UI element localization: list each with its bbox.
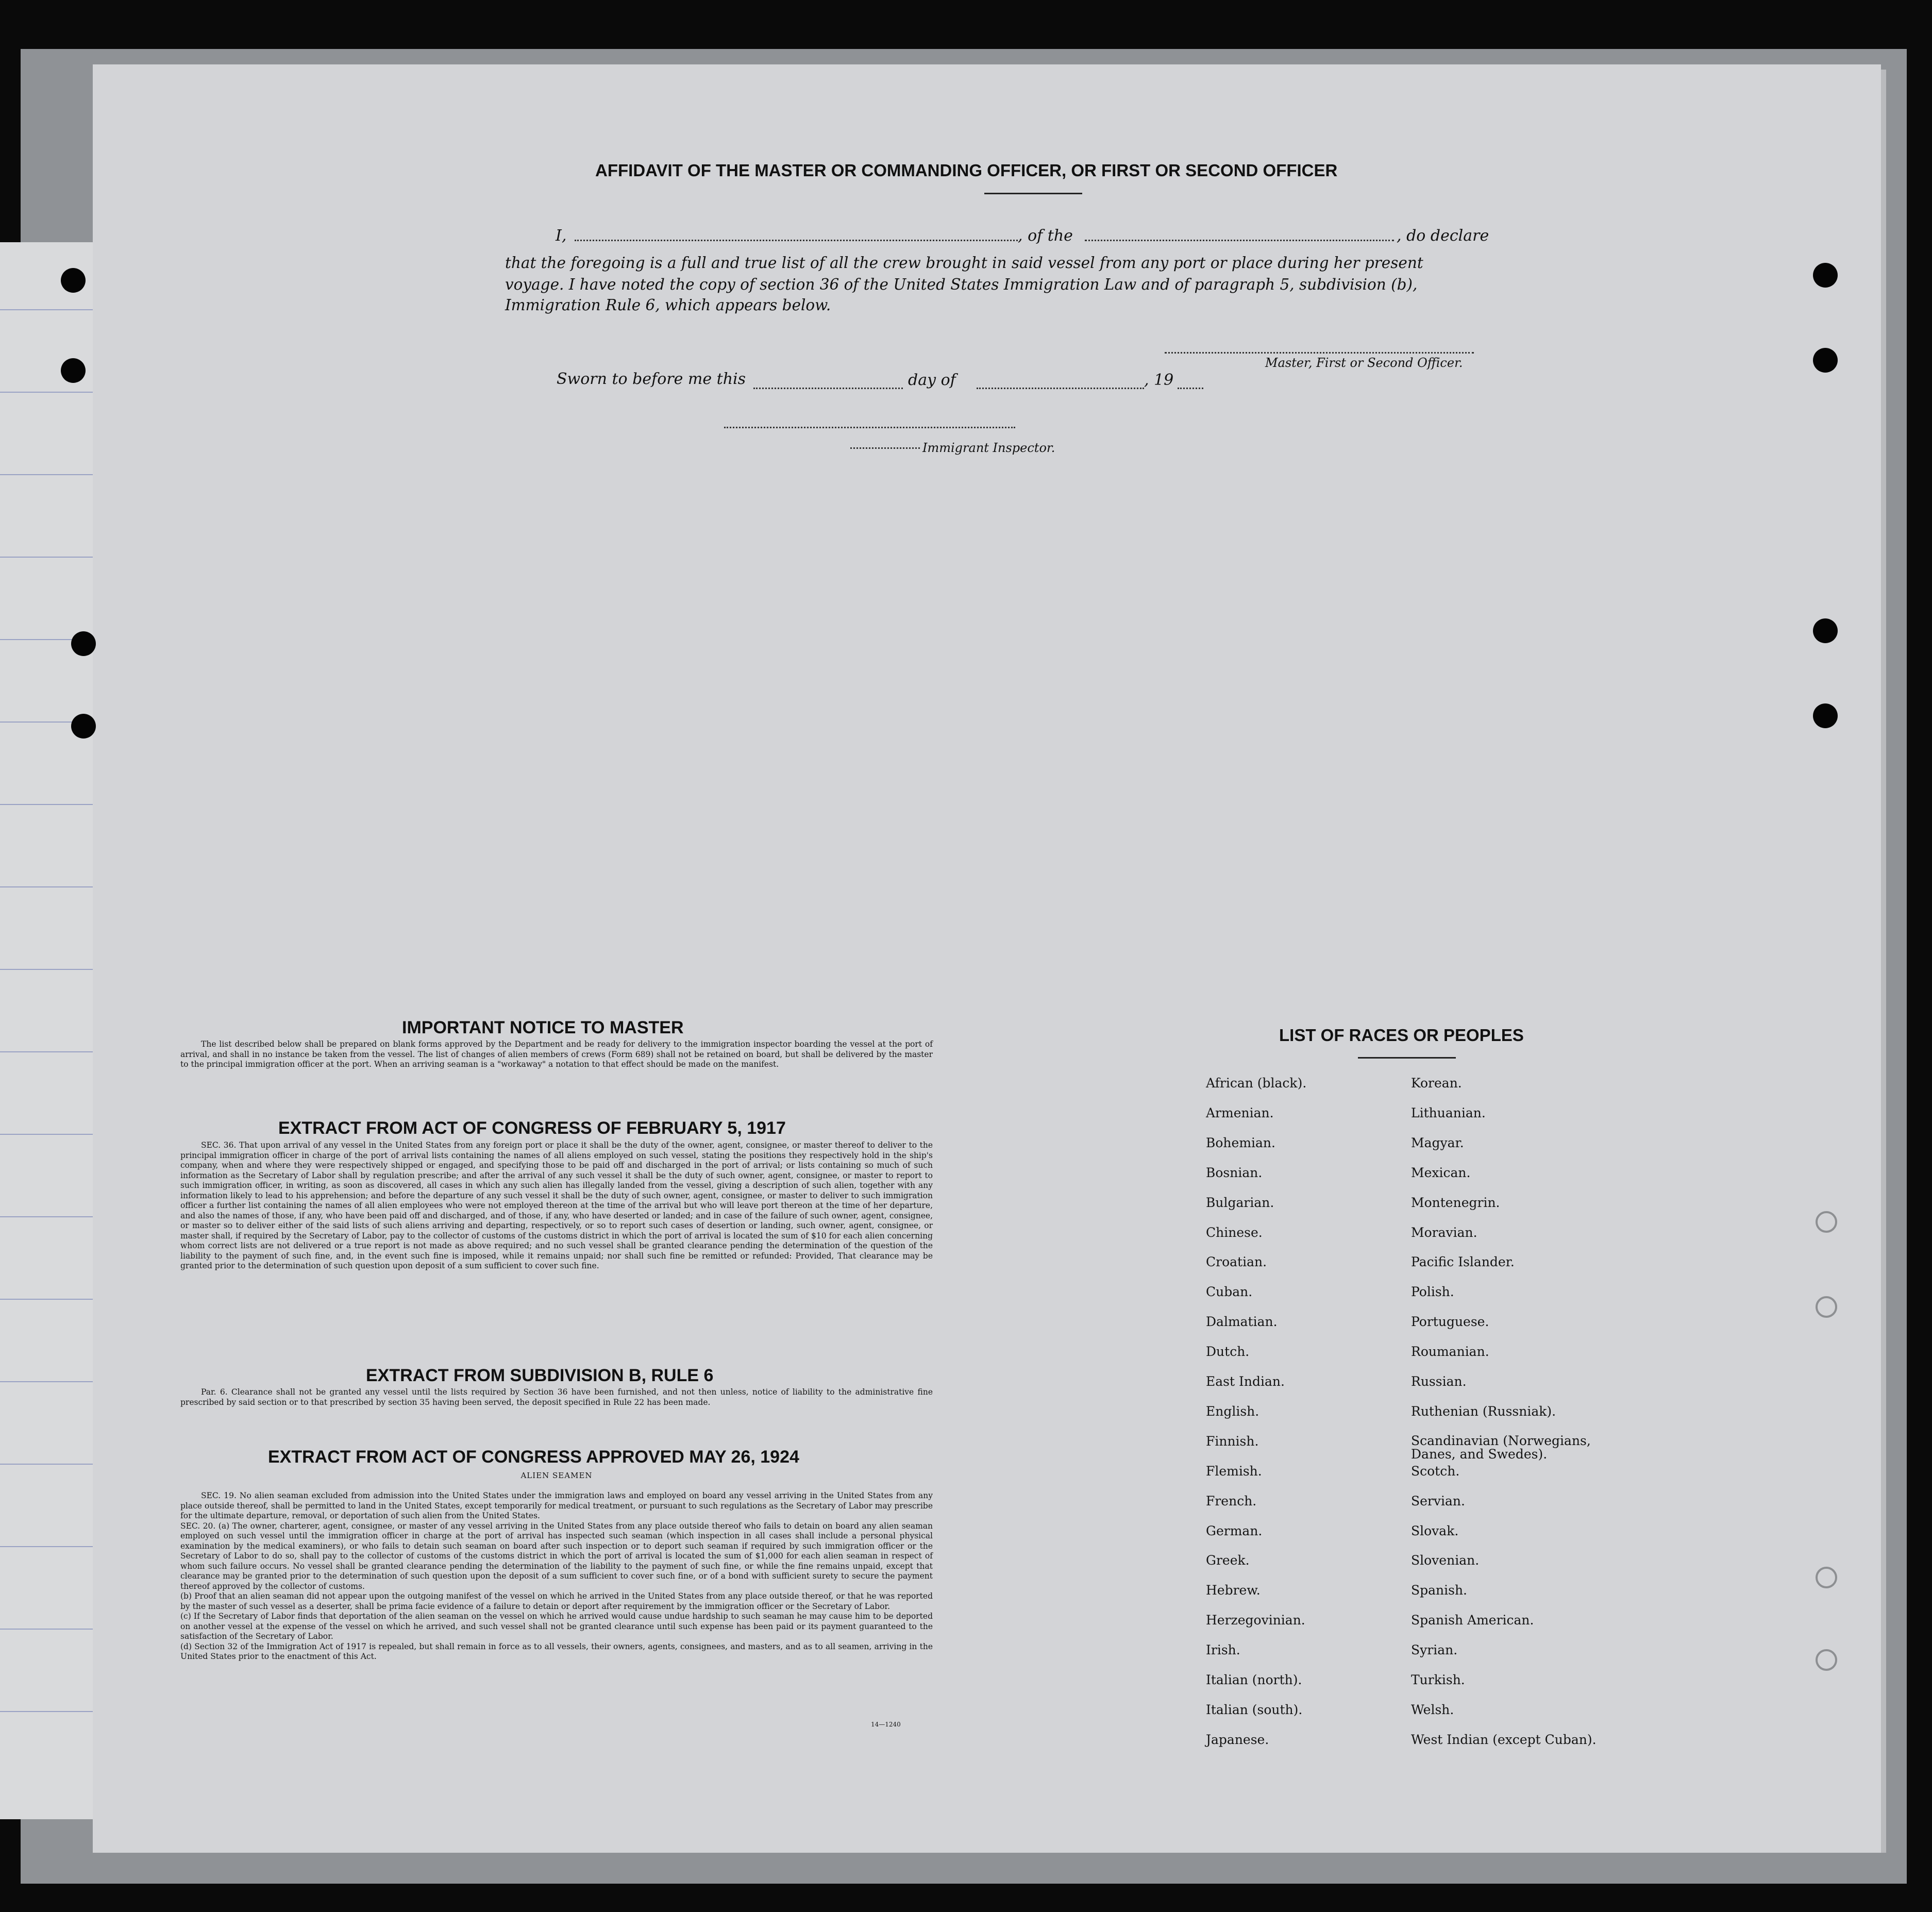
day-of-label: day of (908, 371, 956, 389)
punch-hole (71, 631, 96, 656)
race-item: Russian. (1411, 1374, 1467, 1389)
race-item: Ruthenian (Russniak). (1411, 1403, 1556, 1419)
races-title-rule (1358, 1057, 1456, 1059)
race-item: Polish. (1411, 1284, 1454, 1300)
affidavit-of-the-label: , of the (1018, 227, 1073, 245)
race-item: Bohemian. (1206, 1135, 1275, 1150)
race-item: Montenegrin. (1411, 1195, 1500, 1210)
race-item: Syrian. (1411, 1642, 1458, 1658)
race-item: Slovak. (1411, 1523, 1459, 1538)
inspector-signature-field[interactable] (724, 427, 1015, 428)
extract-1917-body: SEC. 36. That upon arrival of any vessel in the United States from any foreign port or place it shall be the duty of the owner, agent, consignee, or master thereof to deliver to the principal immigration officer in charge of the port of arrival lists containing the names of all aliens employed on such vessel, stating the positions they respectively hold in the ship's company, when and where they were respectively shipped or engaged, and specifying those to be paid off and discharged in the port of arrival; or lists containing so much of such information as the Secretary of Labor shall by regulation prescribe; and after the arrival of any such vessel it shall be the duty of such owner, agent, consignee, or master to report to such immigration officer, in writing, as soon as discovered, all cases in which any such alien has illegally landed from the vessel, giving a description of such alien, together with any information likely to lead to his apprehension; and before the departure of any such vessel it shall be the duty of such owner, agent, consignee, or master to deliver to such immigration officer a further list containing the names of all alien employees who were not employed thereon at the time of the arrival but who will leave port thereon at the time of her departure, and also the names of those, if any, who have been paid off and discharged, and of those, if any, who have deserted or landed; and in case of the failure of such owner, agent, consignee, or master so to deliver either of the said lists of such aliens arriving and departing, respectively, or so to report such cases of desertion or landing, such owner, agent, consignee, or master shall, if required by the Secretary of Labor, pay to the collector of customs of the customs district in which the port of arrival is located the sum of $10 for each alien concerning whom correct lists are not delivered or a true report is not made as above required; and no such vessel shall be granted clearance pending the determination of the question of the liability to the payment of such fine, and, in the event such fine is imposed, while it remains unpaid; nor shall such fine be remitted or refunded: Provided, That clearance may be granted prior to the determination of such question upon deposit of a sum sufficient to cover such fine. (180, 1141, 933, 1270)
race-item: Dutch. (1206, 1344, 1250, 1360)
race-item: Servian. (1411, 1493, 1465, 1508)
punch-hole-ring (1816, 1567, 1837, 1588)
inspector-label: Immigrant Inspector. (922, 441, 1055, 455)
punch-hole (1813, 263, 1838, 288)
sworn-day-field[interactable] (753, 388, 903, 389)
year-label: , 19 (1144, 371, 1174, 389)
race-item: Bosnian. (1206, 1165, 1263, 1180)
form-number: 14—1240 (871, 1721, 901, 1728)
punch-hole-ring (1816, 1649, 1837, 1671)
race-item: Spanish. (1411, 1583, 1468, 1598)
affidavit-title-rule (984, 193, 1082, 194)
binder-strip (0, 242, 95, 1819)
punch-hole (61, 268, 86, 293)
affidavit-i-label: I, (556, 227, 567, 245)
punch-hole-ring (1816, 1211, 1837, 1233)
extract-1924-title: EXTRACT FROM ACT OF CONGRESS APPROVED MAY 26, 1924 (268, 1447, 799, 1467)
sworn-month-field[interactable] (977, 388, 1144, 389)
extract-1924-subtitle: ALIEN SEAMEN (520, 1471, 593, 1480)
race-item: Roumanian. (1411, 1344, 1489, 1360)
race-item: African (black). (1206, 1076, 1307, 1091)
punch-hole (61, 358, 86, 383)
race-item: German. (1206, 1523, 1263, 1538)
punch-hole (1813, 703, 1838, 728)
officer-signature-label: Master, First or Second Officer. (1265, 356, 1463, 370)
punch-hole-ring (1816, 1296, 1837, 1318)
race-item: Korean. (1411, 1076, 1462, 1091)
race-item: Moravian. (1411, 1225, 1477, 1240)
affidavit-title: AFFIDAVIT OF THE MASTER OR COMMANDING OFFICER, OR FIRST OR SECOND OFFICER (595, 161, 1338, 180)
race-item: West Indian (except Cuban). (1411, 1732, 1597, 1747)
extract-1917-title: EXTRACT FROM ACT OF CONGRESS OF FEBRUARY 5, 1917 (278, 1118, 786, 1138)
rule6-body: Par. 6. Clearance shall not be granted any vessel until the lists required by Section 36 have been furnished, and not then unless, notice of liability to the administrative fine prescribed by said section or to that prescribed by section 35 having been served, the deposit specified in Rule 22 has been made. (180, 1387, 933, 1407)
race-item: Greek. (1206, 1553, 1250, 1568)
affidavit-declare-label: , do declare (1397, 227, 1489, 245)
race-item: Chinese. (1206, 1225, 1263, 1240)
punch-hole (1813, 618, 1838, 643)
sworn-label: Sworn to before me this (557, 370, 746, 388)
race-item: Welsh. (1411, 1702, 1454, 1717)
race-item: English. (1206, 1403, 1259, 1419)
race-item: Italian (south). (1206, 1702, 1303, 1717)
race-item: Turkish. (1411, 1672, 1465, 1687)
punch-hole (1813, 348, 1838, 373)
affidavit-line-4: Immigration Rule 6, which appears below. (505, 296, 831, 314)
race-item: Scotch. (1411, 1463, 1460, 1479)
race-item: Italian (north). (1206, 1672, 1302, 1687)
race-item: Croatian. (1206, 1254, 1267, 1270)
race-item: Scandinavian (Norwegians, Danes, and Swedes). (1411, 1433, 1591, 1462)
affidavit-line-2: that the foregoing is a full and true list of all the crew brought in said vessel from any port or place during her present (505, 254, 1423, 272)
punch-hole (71, 714, 96, 739)
race-item: Armenian. (1206, 1105, 1274, 1120)
race-item: Bulgarian. (1206, 1195, 1274, 1210)
race-item: Cuban. (1206, 1284, 1253, 1300)
race-item: Lithuanian. (1411, 1105, 1486, 1120)
affidavit-line-3: voyage. I have noted the copy of section 36 of the United States Immigration Law and of paragraph 5, subdivision (b), (505, 276, 1418, 293)
inspector-signature-field-2[interactable] (850, 447, 920, 449)
race-item: Spanish American. (1411, 1613, 1534, 1628)
race-item: Pacific Islander. (1411, 1254, 1515, 1270)
extract-1924-body: SEC. 19. No alien seaman excluded from admission into the United States under the immigration laws and employed on board any vessel arriving in the United States from any place outside thereof, shall be permitted to land in the United States, except temporarily for medical treatment, or pursuant to such regulations as the Secretary of Labor may prescribe for the ultimate departure, removal, or deportation of such alien from the United States. SEC. 20. (a) The owner, charterer, agent, consignee, or master of any vessel arriving in the United States from any place outside thereof who fails to detain on board any alien seaman employed on such vessel until the immigration officer in charge at the port of arrival has inspected such seaman (which inspection in all cases shall include a personal physical examination by the medical examiners), or who fails to detain such seaman on board after such inspection or to deport such seaman if required by such immigration officer or the Secretary of Labor to do so, shall pay to the collector of customs of the customs district in which the port of arrival is located the sum of $1,000 for each alien seaman in respect of whom such failure occurs. No vessel shall be granted clearance pending the determination of the liability to the payment of such fine, or while the fine remains unpaid, except that clearance may be granted prior to the determination of such question upon the deposit of a sum sufficient to cover such fine, or of a bond with sufficient surety to secure the payment thereof approved by the collector of customs. (b) Proof that an alien seaman did not appear upon the outgoing manifest of the vessel on which he arrived in the United States from any place outside thereof, or that he was reported by the master of such vessel as a deserter, shall be prima facie evidence of a failure to detain or deport after requirement by the immigration officer or the Secretary of Labor. (c) If the Secretary of Labor finds that deportation of the alien seaman on the vessel on which he arrived would cause undue hardship to such seaman he may cause him to be deported on another vessel at the expense of the vessel on which he arrived, and such vessel shall not be granted clearance until such expense has been paid or its payment guaranteed to the satisfaction of the Secretary of Labor. (d) Section 32 of the Immigration Act of 1917 is repealed, but shall remain in force as to all vessels, their owners, agents, consignees, and masters, and as to all seamen, arriving in the United States prior to the enactment of this Act. (180, 1491, 933, 1661)
rule6-title: EXTRACT FROM SUBDIVISION B, RULE 6 (366, 1366, 714, 1385)
race-item: Herzegovinian. (1206, 1613, 1305, 1628)
notice-title: IMPORTANT NOTICE TO MASTER (402, 1018, 684, 1037)
officer-signature-field[interactable] (1165, 352, 1474, 354)
race-item: Finnish. (1206, 1433, 1259, 1449)
race-item: Hebrew. (1206, 1583, 1261, 1598)
race-item: Magyar. (1411, 1135, 1464, 1150)
vessel-name-field[interactable] (1085, 240, 1394, 241)
race-item: Slovenian. (1411, 1553, 1480, 1568)
master-name-field[interactable] (575, 240, 1018, 241)
sworn-year-field[interactable] (1178, 388, 1203, 389)
race-item: Dalmatian. (1206, 1314, 1278, 1330)
race-item: Mexican. (1411, 1165, 1471, 1180)
race-item: Japanese. (1206, 1732, 1269, 1747)
race-item: Flemish. (1206, 1463, 1262, 1479)
race-item: French. (1206, 1493, 1257, 1508)
race-item: Irish. (1206, 1642, 1240, 1658)
race-item: East Indian. (1206, 1374, 1285, 1389)
notice-body: The list described below shall be prepared on blank forms approved by the Department and be ready for delivery to the immigration inspector boarding the vessel at the port of arrival, and shall in no instance be taken from the vessel. The list of changes of alien members of crews (Form 689) shall not be retained on board, but shall be delivered by the master to the principal immigration officer at the port. When an arriving seaman is a "workaway" a notation to that effect should be made on the manifest. (180, 1039, 933, 1069)
race-item: Portuguese. (1411, 1314, 1489, 1330)
races-title: LIST OF RACES OR PEOPLES (1279, 1026, 1524, 1045)
